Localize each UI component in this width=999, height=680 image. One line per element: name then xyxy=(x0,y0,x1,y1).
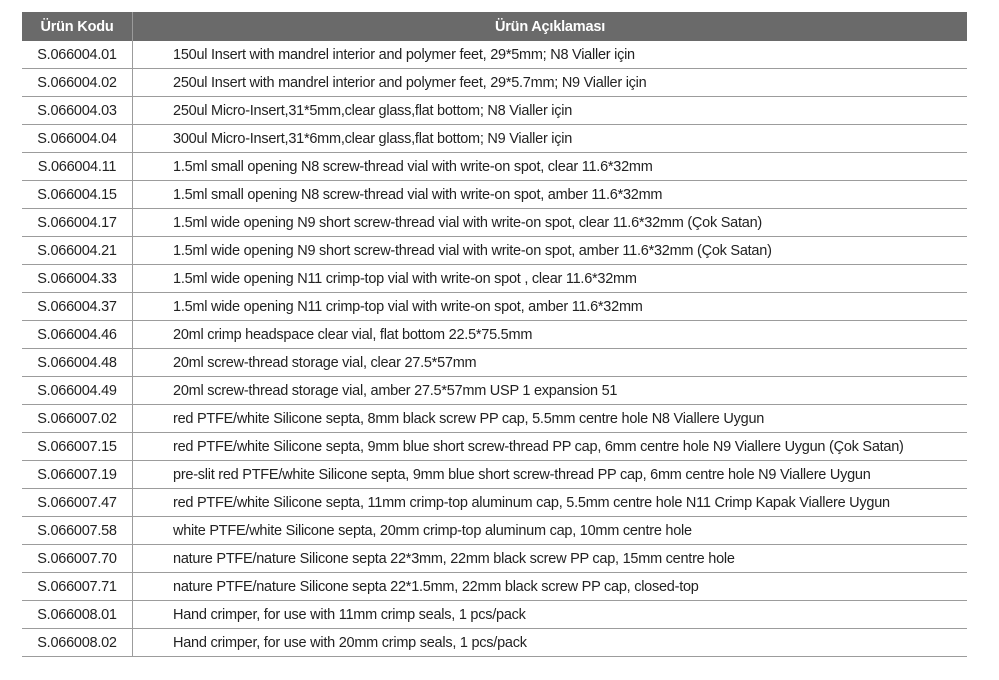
header-product-description: Ürün Açıklaması xyxy=(133,12,968,41)
product-description-cell: Hand crimper, for use with 20mm crimp seals, 1 pcs/pack xyxy=(133,629,968,657)
product-description-cell: 1.5ml small opening N8 screw-thread vial with write-on spot, amber 11.6*32mm xyxy=(133,181,968,209)
table-row xyxy=(22,377,967,405)
product-description-cell: 1.5ml wide opening N9 short screw-thread vial with write-on spot, clear 11.6*32mm (Çok Satan) xyxy=(133,209,968,237)
product-code-cell: S.066007.15 xyxy=(22,433,133,461)
table-row xyxy=(22,153,967,181)
product-description-cell: nature PTFE/nature Silicone septa 22*3mm, 22mm black screw PP cap, 15mm centre hole xyxy=(133,545,968,573)
product-code-cell: S.066004.21 xyxy=(22,237,133,265)
product-description-cell: 1.5ml wide opening N9 short screw-thread vial with write-on spot, amber 11.6*32mm (Çok Satan) xyxy=(133,237,968,265)
table-row xyxy=(22,321,967,349)
product-description-cell: 20ml screw-thread storage vial, amber 27.5*57mm USP 1 expansion 51 xyxy=(133,377,968,405)
table-row xyxy=(22,237,967,265)
product-code-cell: S.066007.58 xyxy=(22,517,133,545)
product-code-cell: S.066008.02 xyxy=(22,629,133,657)
table-row xyxy=(22,97,967,125)
table-row xyxy=(22,349,967,377)
table-body xyxy=(22,41,967,657)
product-code-cell: S.066004.46 xyxy=(22,321,133,349)
product-code-cell: S.066007.47 xyxy=(22,489,133,517)
product-description-cell: pre-slit red PTFE/white Silicone septa, 9mm blue short screw-thread PP cap, 6mm centre hole N9 Viallere Uygun xyxy=(133,461,968,489)
product-description-cell: red PTFE/white Silicone septa, 11mm crimp-top aluminum cap, 5.5mm centre hole N11 Crimp Kapak Viallere Uygun xyxy=(133,489,968,517)
table-row xyxy=(22,209,967,237)
table-row xyxy=(22,545,967,573)
table-row xyxy=(22,125,967,153)
product-code-cell: S.066004.01 xyxy=(22,41,133,69)
product-description-cell: 1.5ml wide opening N11 crimp-top vial with write-on spot , clear 11.6*32mm xyxy=(133,265,968,293)
product-description-cell: 150ul Insert with mandrel interior and polymer feet, 29*5mm; N8 Vialler için xyxy=(133,41,968,69)
table-row xyxy=(22,461,967,489)
table-row xyxy=(22,601,967,629)
product-code-cell: S.066004.33 xyxy=(22,265,133,293)
product-description-cell: 250ul Micro-Insert,31*5mm,clear glass,flat bottom; N8 Vialler için xyxy=(133,97,968,125)
table-row xyxy=(22,69,967,97)
product-description-cell: white PTFE/white Silicone septa, 20mm crimp-top aluminum cap, 10mm centre hole xyxy=(133,517,968,545)
table-row xyxy=(22,405,967,433)
product-code-cell: S.066004.02 xyxy=(22,69,133,97)
product-table xyxy=(22,12,967,657)
product-code-cell: S.066008.01 xyxy=(22,601,133,629)
header-product-code: Ürün Kodu xyxy=(22,12,133,41)
product-description-cell: nature PTFE/nature Silicone septa 22*1.5mm, 22mm black screw PP cap, closed-top xyxy=(133,573,968,601)
product-code-cell: S.066004.15 xyxy=(22,181,133,209)
table-row xyxy=(22,629,967,657)
table-row xyxy=(22,489,967,517)
product-description-cell: red PTFE/white Silicone septa, 9mm blue short screw-thread PP cap, 6mm centre hole N9 Viallere Uygun (Çok Satan) xyxy=(133,433,968,461)
table-row xyxy=(22,41,967,69)
product-code-cell: S.066004.04 xyxy=(22,125,133,153)
product-description-cell: 1.5ml wide opening N11 crimp-top vial with write-on spot, amber 11.6*32mm xyxy=(133,293,968,321)
product-description-cell: red PTFE/white Silicone septa, 8mm black screw PP cap, 5.5mm centre hole N8 Viallere Uygun xyxy=(133,405,968,433)
product-description-cell: 20ml screw-thread storage vial, clear 27.5*57mm xyxy=(133,349,968,377)
product-code-cell: S.066004.37 xyxy=(22,293,133,321)
product-code-cell: S.066004.03 xyxy=(22,97,133,125)
product-description-cell: 1.5ml small opening N8 screw-thread vial with write-on spot, clear 11.6*32mm xyxy=(133,153,968,181)
header-row xyxy=(22,12,967,41)
product-code-cell: S.066004.17 xyxy=(22,209,133,237)
product-description-cell: 250ul Insert with mandrel interior and polymer feet, 29*5.7mm; N9 Vialler için xyxy=(133,69,968,97)
product-description-cell: 300ul Micro-Insert,31*6mm,clear glass,flat bottom; N9 Vialler için xyxy=(133,125,968,153)
product-code-cell: S.066004.48 xyxy=(22,349,133,377)
product-code-cell: S.066007.70 xyxy=(22,545,133,573)
table-row xyxy=(22,181,967,209)
product-description-cell: 20ml crimp headspace clear vial, flat bottom 22.5*75.5mm xyxy=(133,321,968,349)
product-code-cell: S.066004.49 xyxy=(22,377,133,405)
product-description-cell: Hand crimper, for use with 11mm crimp seals, 1 pcs/pack xyxy=(133,601,968,629)
table-row xyxy=(22,293,967,321)
product-code-cell: S.066004.11 xyxy=(22,153,133,181)
product-code-cell: S.066007.19 xyxy=(22,461,133,489)
product-code-cell: S.066007.71 xyxy=(22,573,133,601)
table-row xyxy=(22,517,967,545)
product-code-cell: S.066007.02 xyxy=(22,405,133,433)
table-row xyxy=(22,573,967,601)
table-row xyxy=(22,265,967,293)
table-row xyxy=(22,433,967,461)
